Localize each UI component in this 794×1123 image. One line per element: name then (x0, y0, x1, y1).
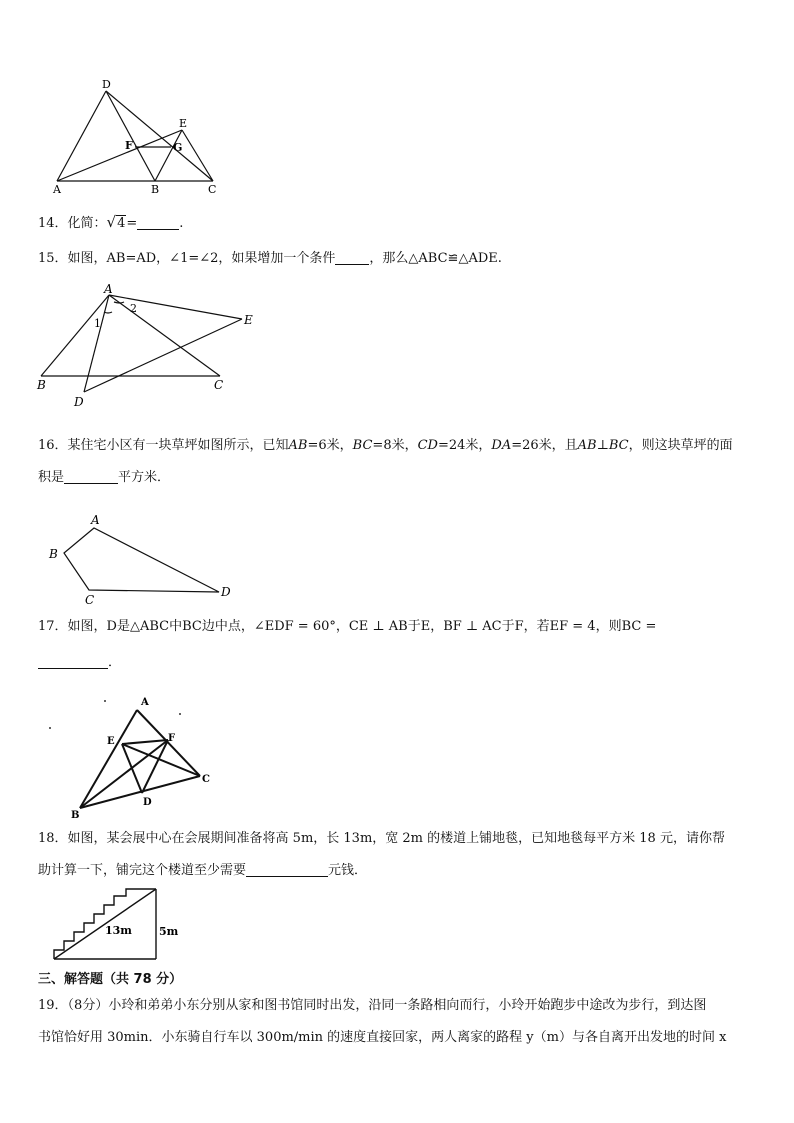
label-E: E (244, 313, 253, 327)
label-A: A (141, 697, 149, 708)
q16-text-end: ，则这块草坪的面 (628, 438, 733, 453)
q14-equals: = (126, 216, 138, 231)
q16-bc: BC (352, 438, 373, 453)
question-16-line1 (38, 437, 733, 455)
label-B: B (49, 547, 58, 561)
label-2: 2 (130, 302, 137, 315)
label-A: A (91, 513, 100, 527)
label-A: A (104, 282, 113, 296)
label-F: F (125, 139, 133, 152)
label-C: C (214, 378, 224, 392)
q19-line1: 19．（8分）小玲和弟弟小东分别从家和图书馆同时出发，沿同一条路相向而行，小玲开始跑步中途改为步行，到达图 (38, 998, 707, 1013)
q16-cd: CD (417, 438, 438, 453)
label-13m: 13m (105, 924, 132, 937)
label-C: C (202, 774, 210, 785)
answer-blank-15[interactable] (335, 250, 369, 265)
label-B: B (37, 378, 46, 392)
answer-blank-17[interactable] (38, 654, 108, 669)
label-D: D (143, 797, 152, 808)
q18-line2-b: 元钱． (328, 863, 368, 878)
sqrt-sign: √ (106, 213, 117, 231)
q16-text: 16．某住宅小区有一块草坪如图所示，已知 (38, 438, 289, 453)
q16-da: DA (491, 438, 512, 453)
answer-blank-14[interactable] (137, 215, 179, 230)
q16-line2-a: 积是 (38, 470, 65, 485)
question-19-line2 (38, 1029, 726, 1047)
question-16-line2 (38, 469, 170, 487)
label-5m: 5m (159, 925, 179, 938)
question-17 (38, 618, 656, 636)
answer-blank-16[interactable] (64, 469, 118, 484)
q19-line2: 书馆恰好用 30min．小东骑自行车以 300m/min 的速度直接回家，两人离家的路程 y（m）与各自离开出发地的时间 x (38, 1030, 727, 1045)
label-A: A (53, 183, 61, 196)
label-E: E (107, 736, 115, 747)
figure-q18 (48, 886, 188, 962)
q18-line1: 18．如图，某会展中心在会展期间准备将高 5m，长 13m，宽 2m 的楼道上铺地毯，已知地毯每平方米 18 元，请你帮 (38, 831, 725, 846)
q17-text: 17．如图，D是△ABC中BC边中点，∠EDF = 60°，CE ⊥ AB于E，BF ⊥ AC于F，若EF = 4，则BC = (38, 619, 657, 634)
label-1: 1 (94, 317, 101, 330)
figure-q13 (48, 76, 228, 198)
figure-q15 (34, 280, 264, 410)
label-C: C (85, 593, 95, 607)
label-D: D (74, 395, 84, 409)
q16-da-val: =26米，且 (511, 438, 578, 453)
q15-text-b: ，那么△ABC≌△ADE. (369, 251, 502, 266)
question-19-line1 (38, 997, 706, 1015)
label-D: D (102, 78, 111, 91)
label-C: C (208, 183, 217, 196)
label-F: F (168, 733, 176, 744)
q14-text: 14．化简： (38, 216, 107, 231)
question-18-line2 (38, 862, 367, 880)
figure-q17 (44, 690, 234, 822)
question-17-blank-line (38, 654, 121, 672)
q15-text-a: 15．如图，AB=AD，∠1=∠2，如果增加一个条件 (38, 251, 336, 266)
q16-line2-b: 平方米． (118, 470, 171, 485)
question-15 (38, 250, 502, 268)
q16-cd-val: =24米， (437, 438, 492, 453)
q16-bc-val: =8米， (372, 438, 418, 453)
figure-q16 (44, 510, 244, 610)
section-title: 三、解答题（共 78 分） (38, 972, 183, 987)
q18-line2-a: 助计算一下，铺完这个楼道至少需要 (38, 863, 247, 878)
label-G: G (173, 141, 183, 154)
label-D: D (221, 585, 231, 599)
label-E: E (179, 117, 188, 130)
q17-end: ． (108, 655, 122, 670)
label-B: B (151, 183, 160, 196)
q16-ab-val: =6米， (307, 438, 353, 453)
question-14: 14．化简：√4= . (38, 213, 184, 231)
answer-blank-18[interactable] (246, 862, 328, 877)
question-18-line1 (38, 830, 725, 848)
q16-perp: AB⊥BC (577, 438, 629, 453)
q16-ab: AB (288, 438, 308, 453)
q14-radical: 4 (117, 216, 126, 231)
label-B: B (71, 810, 80, 821)
